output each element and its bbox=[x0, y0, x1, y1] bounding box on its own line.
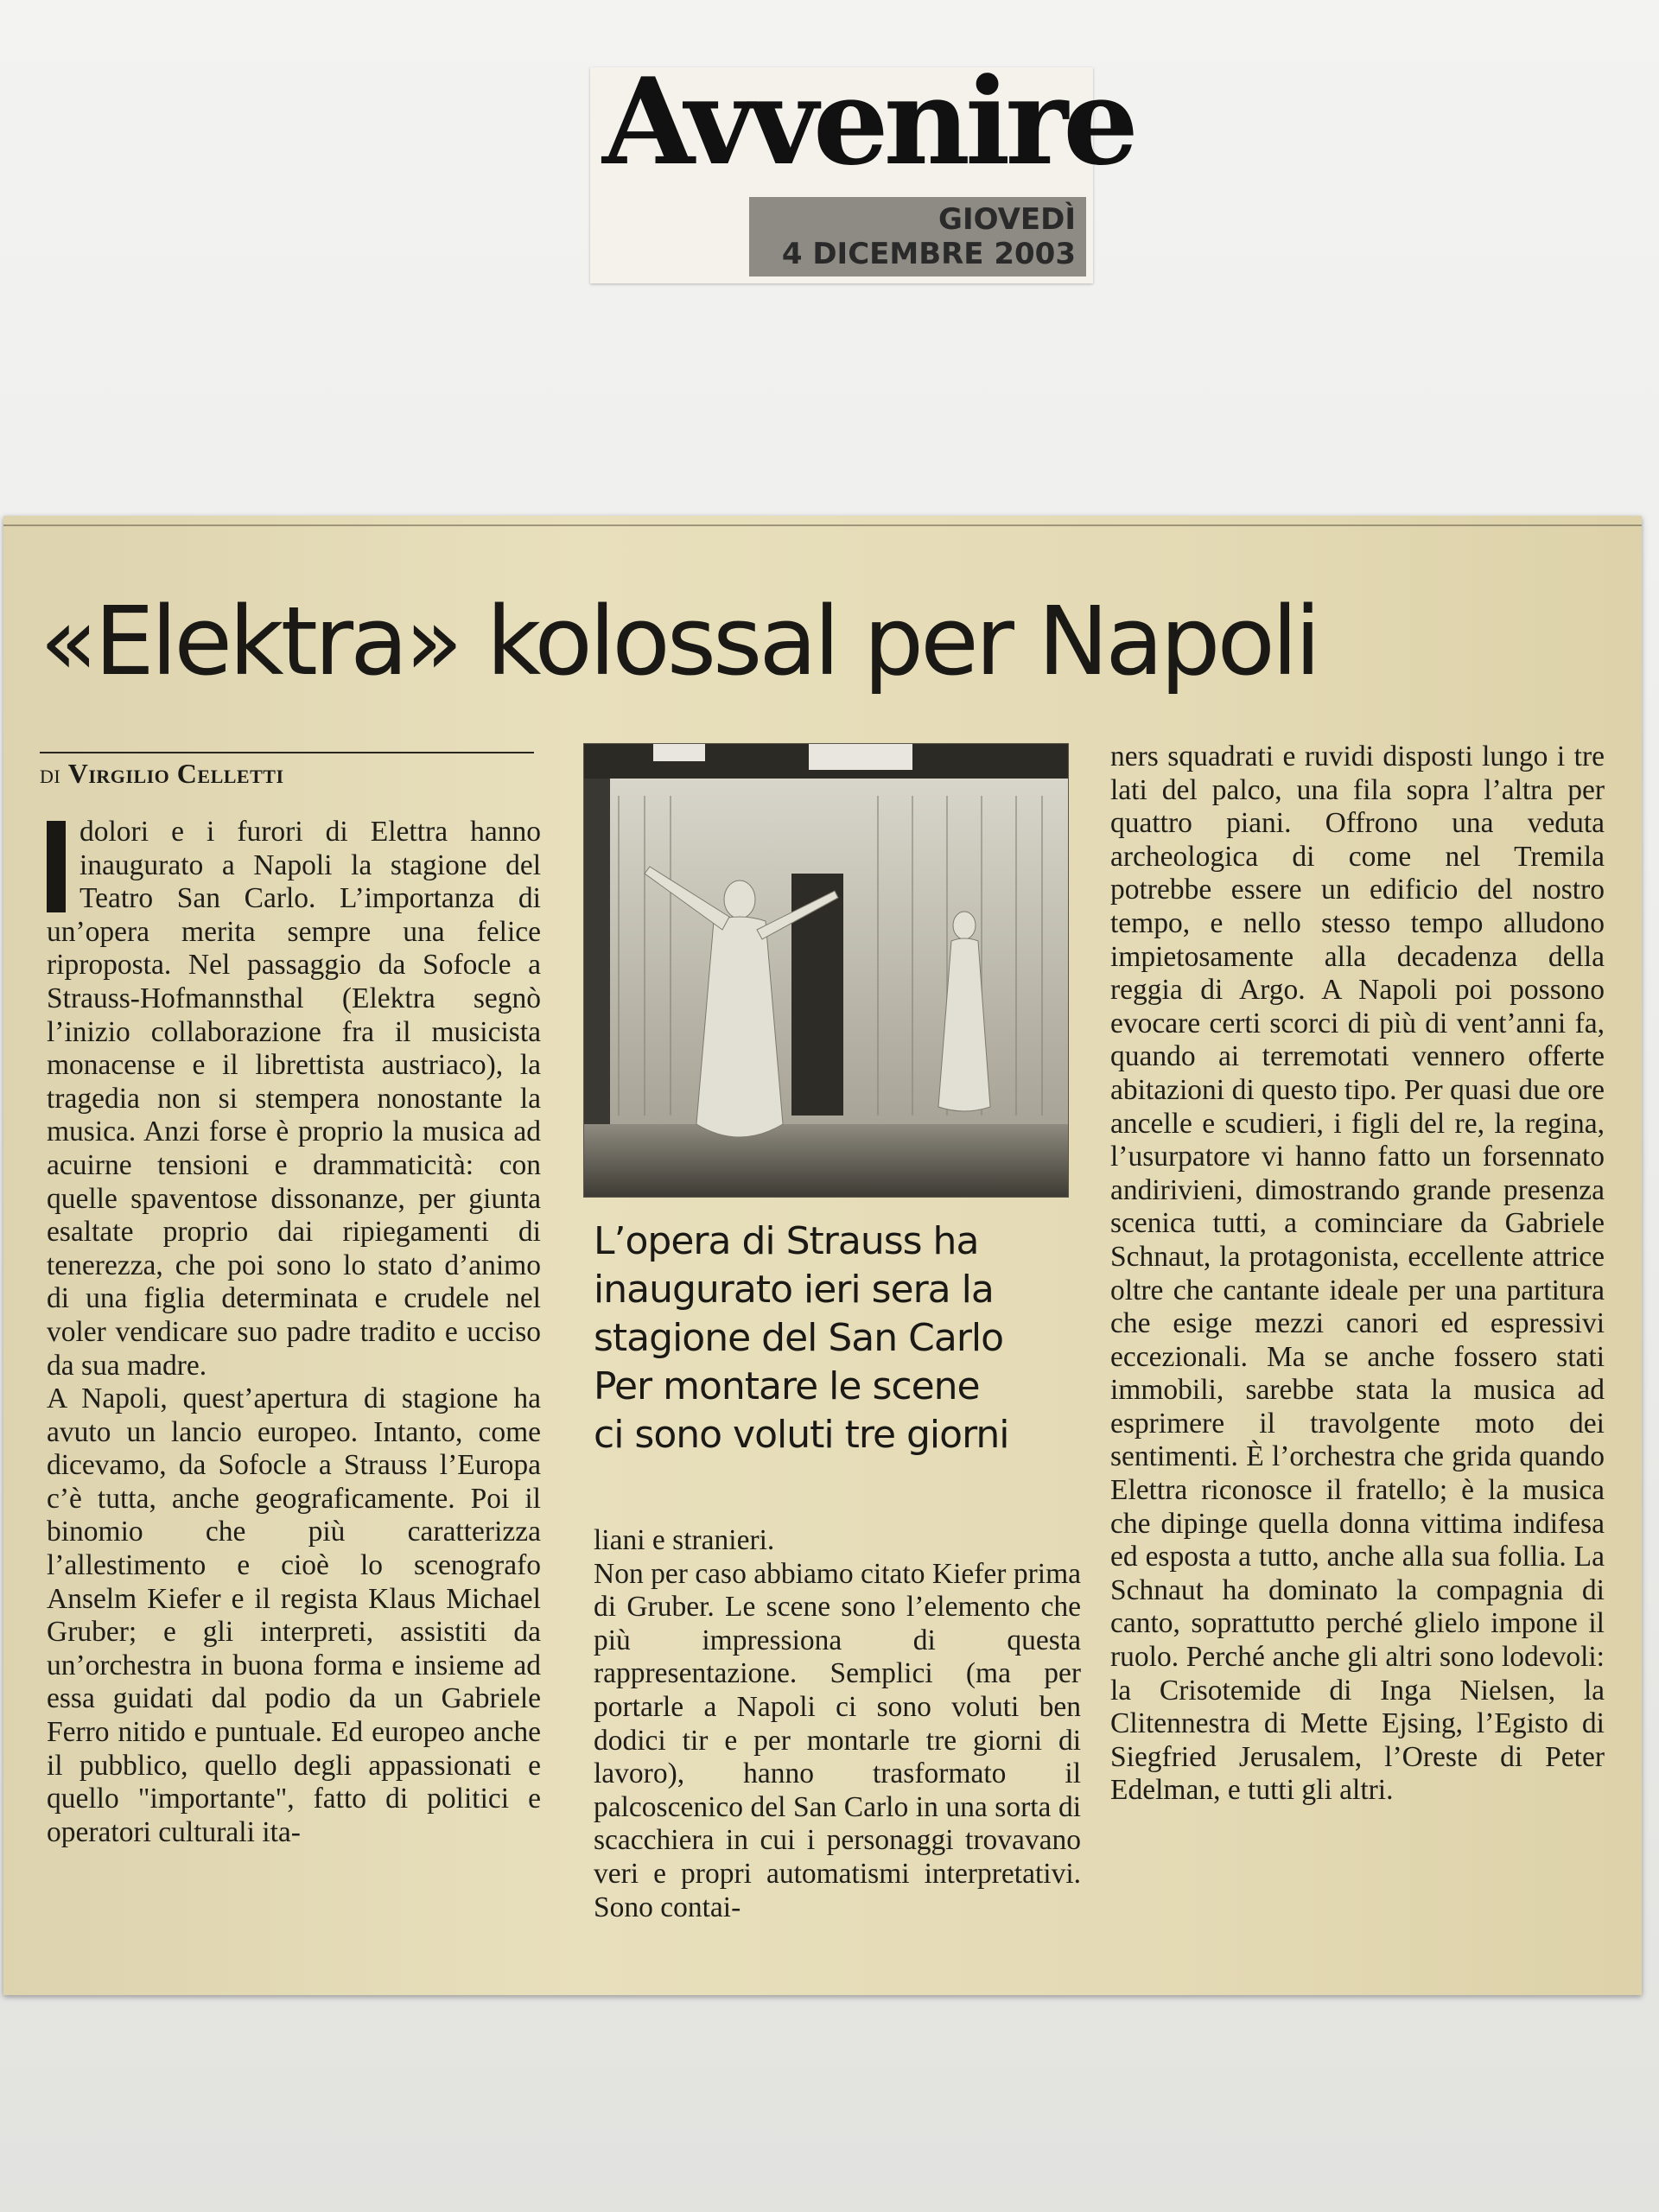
caption-line-1: L’opera di Strauss ha bbox=[594, 1219, 979, 1263]
article-headline: «Elektra» kolossal per Napoli bbox=[40, 586, 1318, 696]
caption-line-5: ci sono voluti tre giorni bbox=[594, 1413, 1009, 1457]
article-clipping bbox=[3, 516, 1642, 1995]
stage-photo bbox=[583, 743, 1069, 1198]
byline-prefix: di bbox=[40, 758, 61, 789]
article-column-1 bbox=[47, 816, 541, 1849]
stage-photo-image bbox=[584, 744, 1068, 1197]
byline-rule bbox=[40, 752, 534, 753]
publication-date bbox=[749, 197, 1086, 276]
column-1-paragraph-2: A Napoli, quest’apertura di stagione ha avuto un lancio europeo. Intanto, come dicevamo, da Sofocle a Strauss l’Europa c’è tutta, anche geograficamente. Poi il binomio che più caratterizza l’allestimento e cioè lo scenografo Anselm Kiefer e il regista Klaus Michael Gruber; e gli interpreti, assistiti da un’orchestra in buona forma e insieme ad essa guidati dal podio da un Gabriele Ferro nitido e puntuale. Ed europeo anche il pubblico, quello degli appassionati e quello "importante", fatto di politici e operatori culturali ita- bbox=[47, 1382, 541, 1848]
article-byline bbox=[40, 758, 284, 790]
column-3-paragraph-1: ners squadrati e ruvidi disposti lungo i tre lati del palco, una fila sopra l’altra per quattro piani. Offrono una veduta archeologica di come nel Tremila potrebbe essere un edificio del nostro tempo, e nello stesso tempo alludono impietosamente alla decadenza della reggia di Argo. A Napoli poi possono evocare certi scorci di più di vent’anni fa, quando ai terremotati vennero offerte abitazioni di questo tipo. Per quasi due ore ancelle e scudieri, i figli del re, la regina, l’usurpatore vi hanno fatto un forsennato andirivieni, dimostrando grande presenza scenica tutti, a cominciare da Gabriele Schnaut, la protagonista, eccellente attrice oltre che cantante ideale per una partitura che esige mezzi canori ed espressivi eccezionali. Ma se anche fossero stati immobili, sarebbe stata la musica ad esprimere il travolgente moto dei sentimenti. È l’orchestra che grida quando Elettra riconosce il fratello; è la musica che dipinge quella donna vittima indifesa ed esposta a tutto, anche alla sua follia. La Schnaut ha dominato la compagnia di canto, soprattutto perché glielo impone il ruolo. Perché anche gli altri sono lodevoli: la Crisotemide di Inga Nielsen, la Clitennestra di Mette Ejsing, l’Egisto di Siegfried Jerusalem, l’Oreste di Peter Edelman, e tutti gli altri. bbox=[1110, 741, 1605, 1807]
article-column-3 bbox=[1110, 741, 1605, 1808]
newspaper-logo: Avvenire bbox=[602, 51, 1134, 192]
masthead-clipping bbox=[590, 51, 1134, 283]
column-2-paragraph-1: liani e stranieri. bbox=[594, 1524, 775, 1556]
column-2-paragraph-2: Non per caso abbiamo citato Kiefer prima di Gruber. Le scene sono l’elemento che più impressiona di questa rappresentazione. Semplici (ma per portarle a Napoli ci sono voluti ben dodici tir e per montarle tre giorni di lavoro), hanno trasformato il palcoscenico del San Carlo in una sorta di scacchiera in cui i personaggi trovavano veri e propri automatismi interpretativi. Sono contai- bbox=[594, 1557, 1081, 1923]
column-1-paragraph-1-text: dolori e i furori di Elettra hanno inaugurato a Napoli la stagione del Teatro San Carlo. L’importanza di un’opera merita sempre una felice riproposta. Nel passaggio da Sofocle a Strauss-Hofmannsthal (Elektra segnò l’inizio collaborazione fra il musicista monacense e il librettista austriaco), la tragedia non si stempera nonostante la musica. Anzi forse è proprio la musica ad acuirne tensioni e drammaticità: con quelle spaventose dissonanze, per giunta esaltate proprio dai ripiegamenti di tenerezza, che poi sono lo stato d’animo di una figlia determinata e crudele nel voler vendicare suo padre tradito e ucciso da sua madre. bbox=[47, 816, 541, 1382]
pull-quote-caption bbox=[594, 1217, 1077, 1459]
article-column-2 bbox=[594, 1524, 1081, 1924]
column-1-paragraph-1 bbox=[47, 816, 541, 1382]
byline-author: Virgilio Celletti bbox=[67, 758, 284, 789]
publication-date-text: 4 DICEMBRE 2003 bbox=[781, 237, 1076, 271]
caption-line-4: Per montare le scene bbox=[594, 1364, 980, 1408]
torn-top-strip bbox=[3, 516, 1642, 526]
caption-line-2: inaugurato ieri sera la bbox=[594, 1268, 994, 1312]
drop-cap-bar bbox=[47, 821, 66, 912]
publication-day: GIOVEDÌ bbox=[938, 202, 1076, 237]
caption-line-3: stagione del San Carlo bbox=[594, 1316, 1004, 1360]
